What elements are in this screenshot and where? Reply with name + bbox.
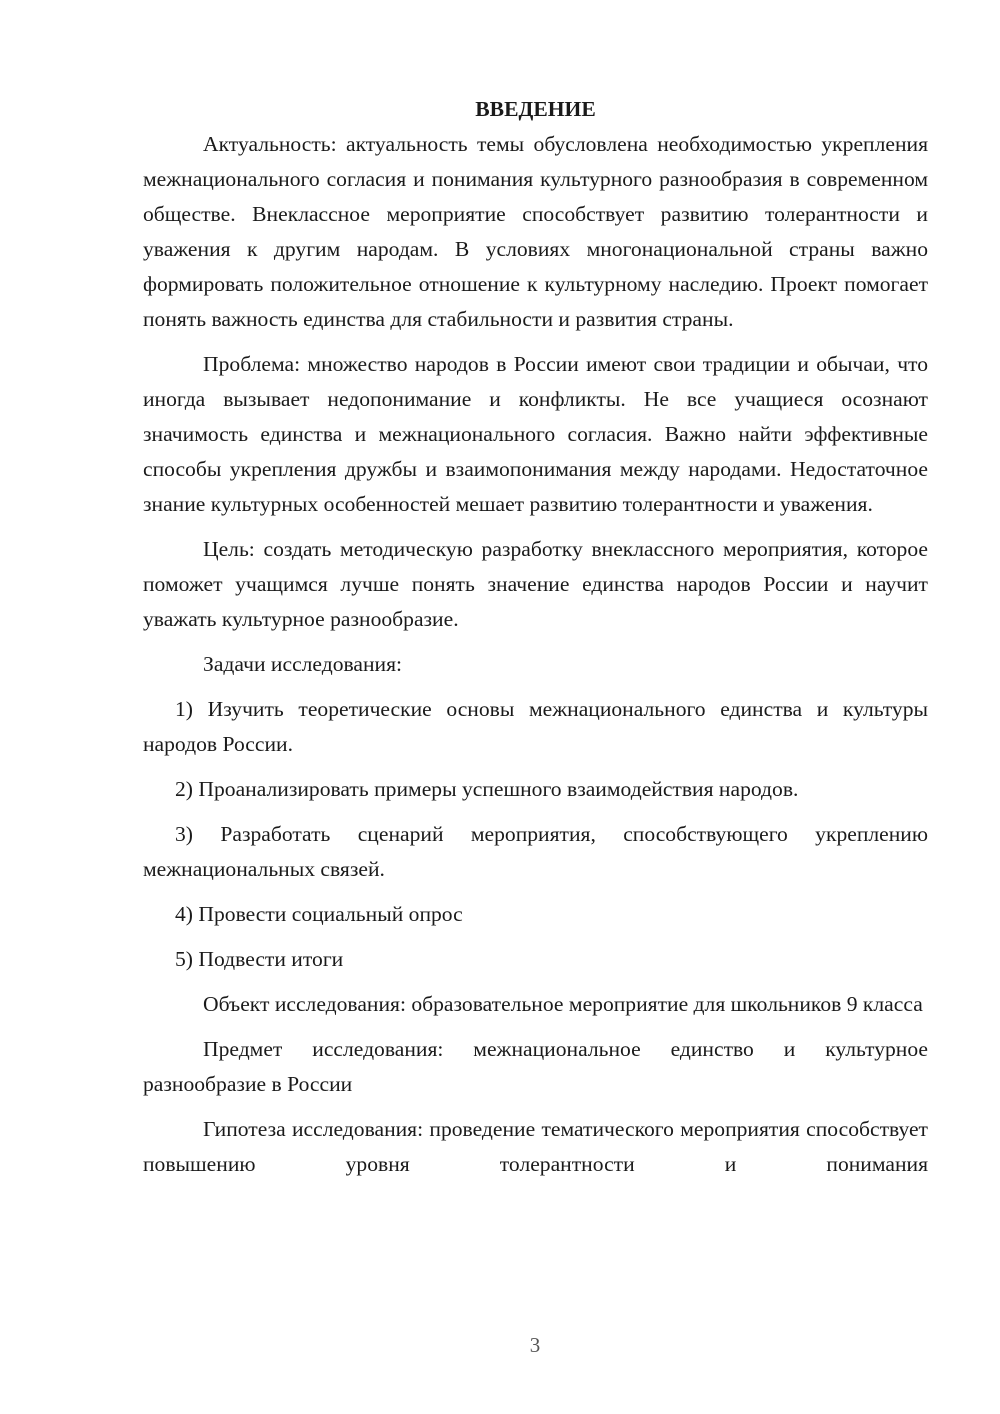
- paragraph-object: Объект исследования: образовательное мероприятие для школьников 9 класса: [203, 992, 923, 1016]
- page-content: [143, 92, 928, 1192]
- paragraph-subject: Предмет исследования: межнациональное единство и культурное разнообразие в России: [143, 1037, 928, 1096]
- task-item-4: 4) Провести социальный опрос: [175, 902, 463, 926]
- task-item-3: 3) Разработать сценарий мероприятия, способствующего укреплению межнациональных связей.: [143, 822, 928, 881]
- paragraph-goal: Цель: создать методическую разработку внеклассного мероприятия, которое поможет учащимся лучше понять значение единства народов России и научит уважать культурное разнообразие.: [143, 537, 928, 631]
- task-item-1: 1) Изучить теоретические основы межнационального единства и культуры народов России.: [143, 697, 928, 756]
- page-number: 3: [529, 1333, 541, 1357]
- paragraph-problem: Проблема: множество народов в России имеют свои традиции и обычаи, что иногда вызывает недопонимание и конфликты. Не все учащиеся осознают значимость единства и межнационального согласия. Важно найти эффективные способы укрепления дружбы и взаимопонимания между народами. Недостаточное знание культурных особенностей мешает развитию толерантности и уважения.: [143, 352, 928, 516]
- paragraph-tasks-title: Задачи исследования:: [203, 652, 403, 676]
- paragraph-hypothesis: Гипотеза исследования: проведение тематического мероприятия способствует повышению уровня толерантности и понимания: [143, 1117, 928, 1176]
- paragraph-relevance: Актуальность: актуальность темы обусловлена необходимостью укрепления межнационального согласия и понимания культурного разнообразия в современном обществе. Внеклассное мероприятие способствует развитию толерантности и уважения к другим народам. В условиях многонациональной страны важно формировать положительное отношение к культурному наследию. Проект помогает понять важность единства для стабильности и развития страны.: [143, 132, 928, 331]
- task-item-5: 5) Подвести итоги: [175, 947, 344, 971]
- section-heading: ВВЕДЕНИЕ: [475, 97, 596, 121]
- task-item-2: 2) Проанализировать примеры успешного взаимодействия народов.: [175, 777, 799, 801]
